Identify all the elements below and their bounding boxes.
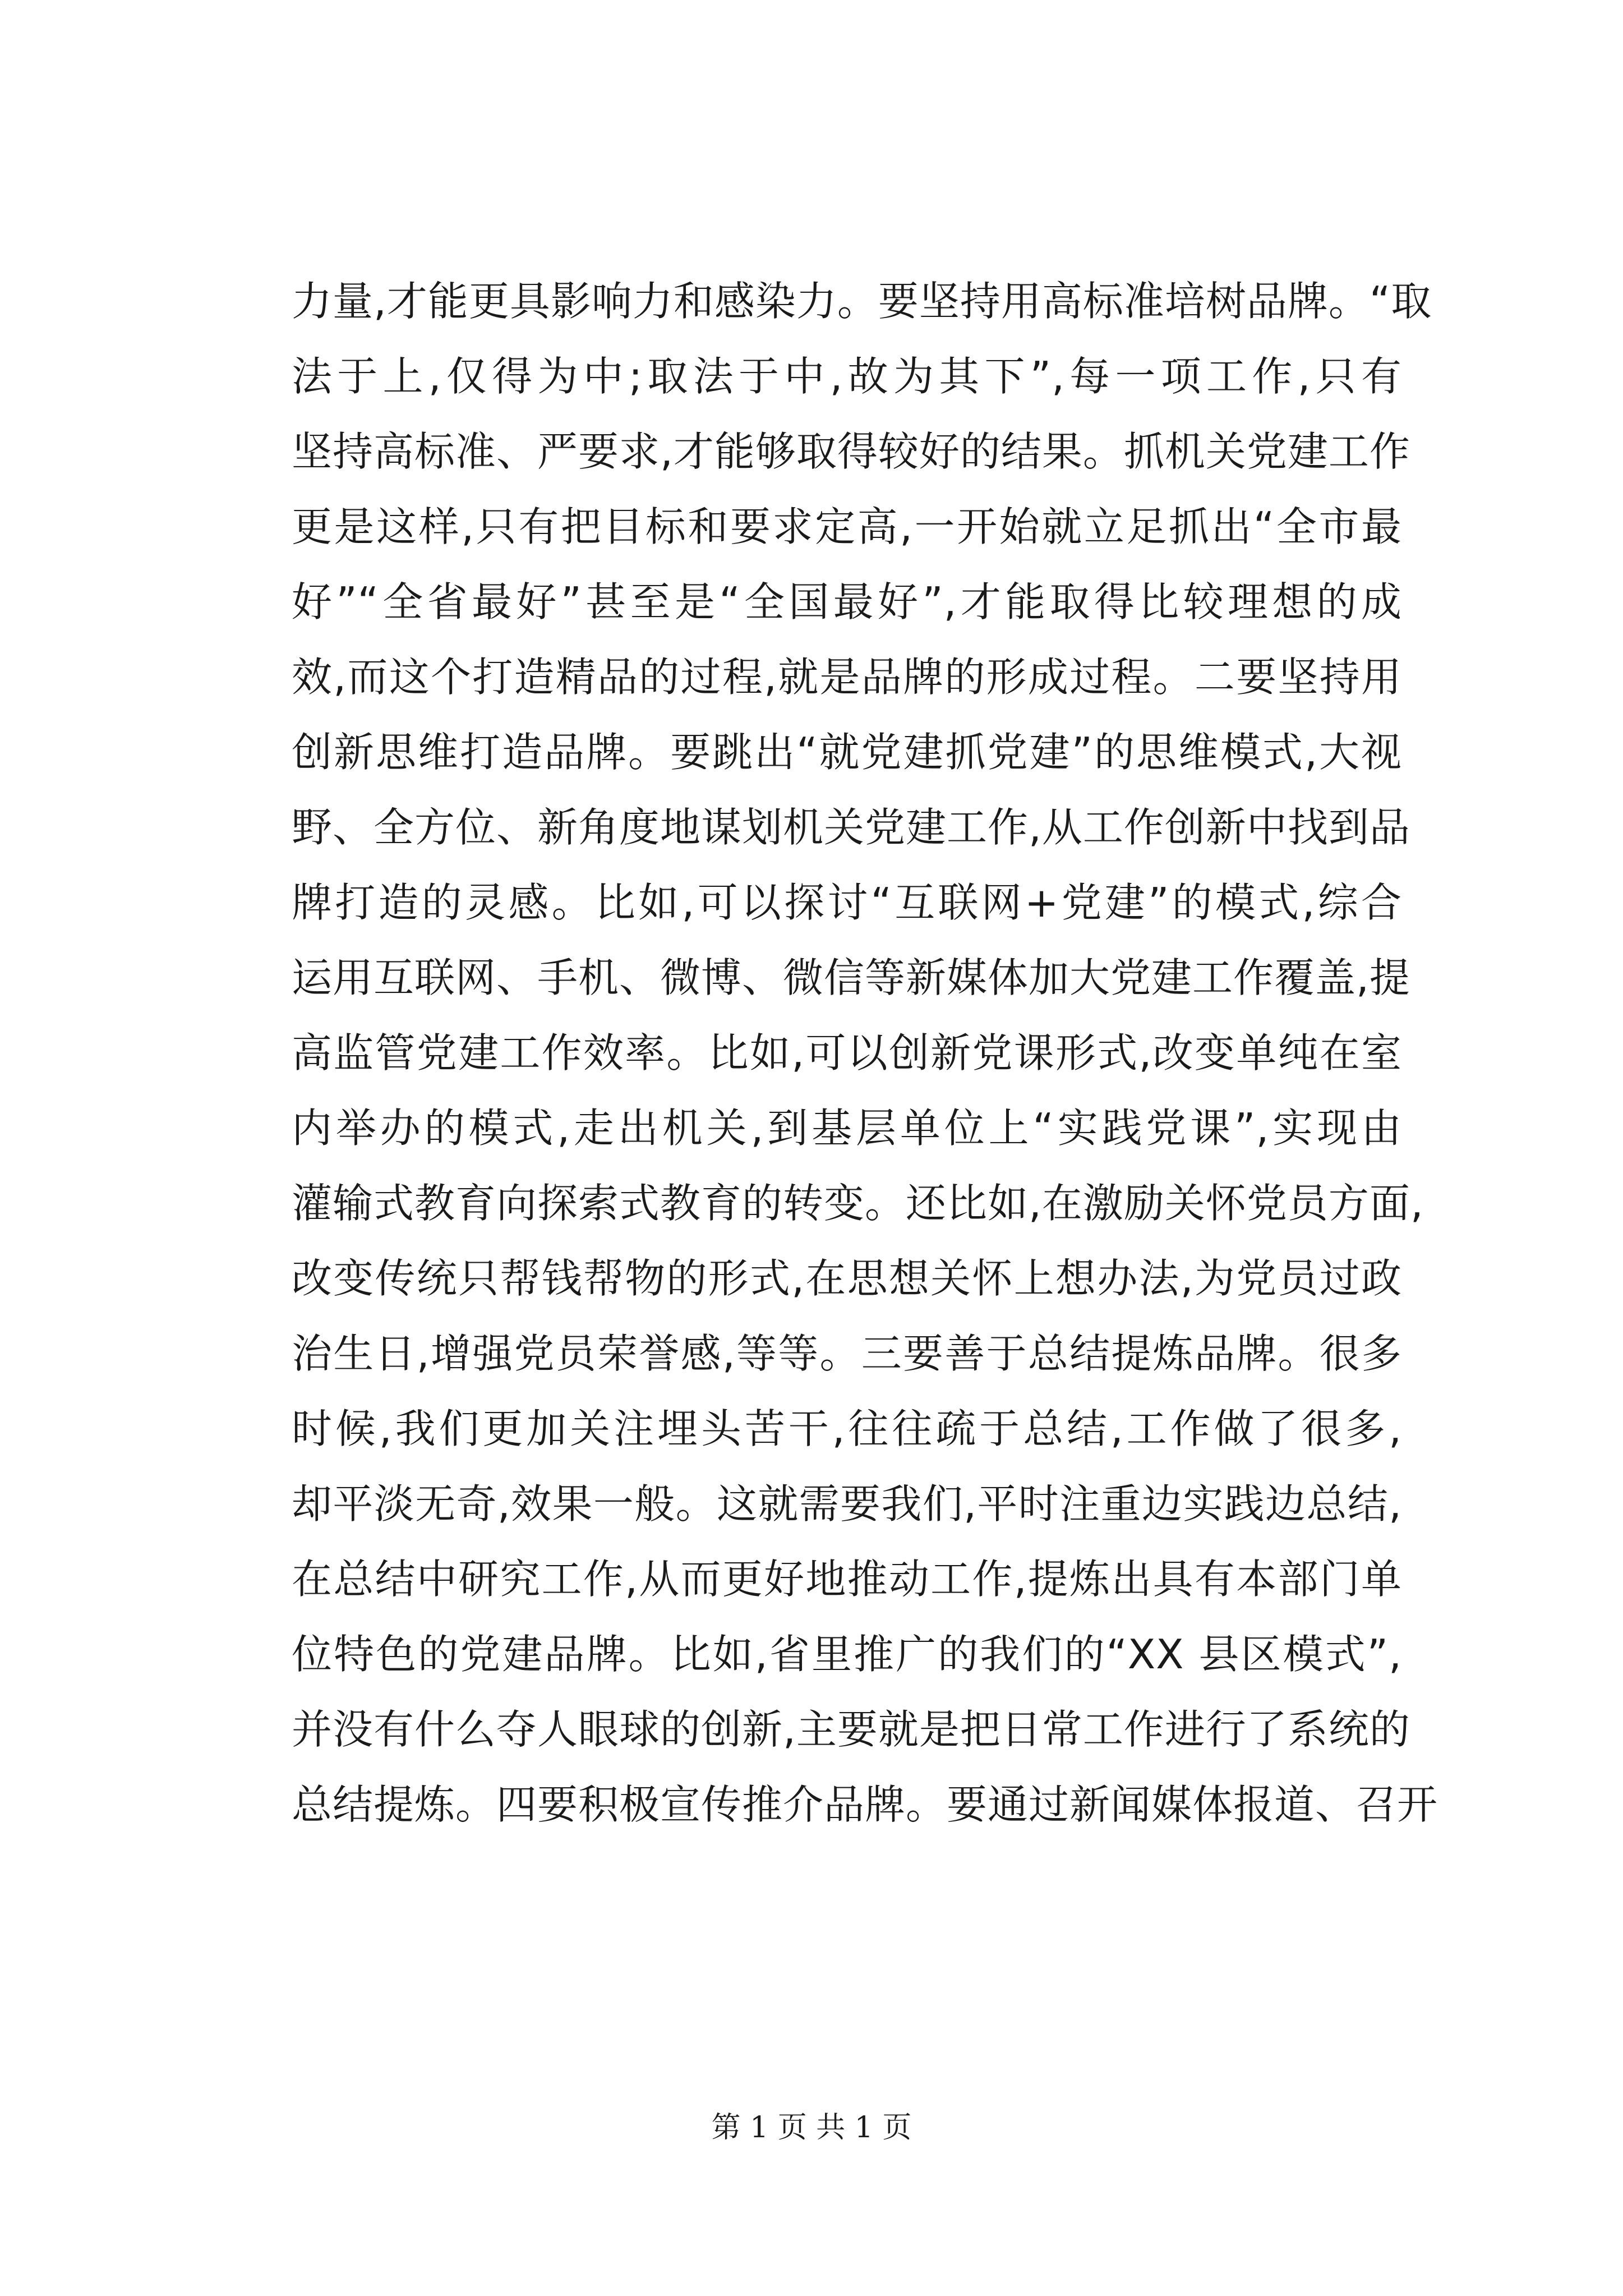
text-line: 力量,才能更具影响力和感染力。要坚持用高标准培树品牌。“取 [292, 278, 1432, 325]
text-line: 内举办的模式,走出机关,到基层单位上“实践党课”,实现由 [292, 1105, 1402, 1152]
text-line: 并没有什么夺人眼球的创新,主要就是把日常工作进行了系统的 [292, 1706, 1410, 1753]
text-line: 高监管党建工作效率。比如,可以创新党课形式,改变单纯在室 [292, 1029, 1402, 1076]
text-line: 灌输式教育向探索式教育的转变。还比如,在激励关怀党员方面, [292, 1180, 1424, 1227]
text-line: 野、全方位、新角度地谋划机关党建工作,从工作创新中找到品 [292, 804, 1410, 851]
text-line: 治生日,增强党员荣誉感,等等。三要善于总结提炼品牌。很多 [292, 1330, 1402, 1377]
text-line: 好”“全省最好”甚至是“全国最好”,才能取得比较理想的成 [292, 578, 1402, 625]
text-line: 改变传统只帮钱帮物的形式,在思想关怀上想办法,为党员过政 [292, 1255, 1402, 1302]
text-line: 效,而这个打造精品的过程,就是品牌的形成过程。二要坚持用 [292, 654, 1402, 701]
text-line: 更是这样,只有把目标和要求定高,一开始就立足抓出“全市最 [292, 503, 1402, 550]
text-line: 总结提炼。四要积极宣传推介品牌。要通过新闻媒体报道、召开 [292, 1781, 1438, 1828]
text-line: 在总结中研究工作,从而更好地推动工作,提炼出具有本部门单 [292, 1556, 1402, 1603]
text-line: 坚持高标准、严要求,才能够取得较好的结果。抓机关党建工作 [292, 428, 1410, 475]
text-line: 时候,我们更加关注埋头苦干,往往疏于总结,工作做了很多, [292, 1405, 1402, 1452]
body-text [292, 264, 1438, 1842]
text-line: 运用互联网、手机、微博、微信等新媒体加大党建工作覆盖,提 [292, 954, 1410, 1001]
text-line: 法于上,仅得为中;取法于中,故为其下”,每一项工作,只有 [292, 353, 1402, 400]
text-line: 位特色的党建品牌。比如,省里推广的我们的“XX 县区模式”, [292, 1631, 1402, 1678]
text-line: 却平淡无奇,效果一般。这就需要我们,平时注重边实践边总结, [292, 1480, 1402, 1527]
page-footer: 第 1 页 共 1 页 [711, 2111, 912, 2145]
text-line: 创新思维打造品牌。要跳出“就党建抓党建”的思维模式,大视 [292, 729, 1402, 776]
text-line: 牌打造的灵感。比如,可以探讨“互联网+党建”的模式,综合 [292, 879, 1402, 926]
